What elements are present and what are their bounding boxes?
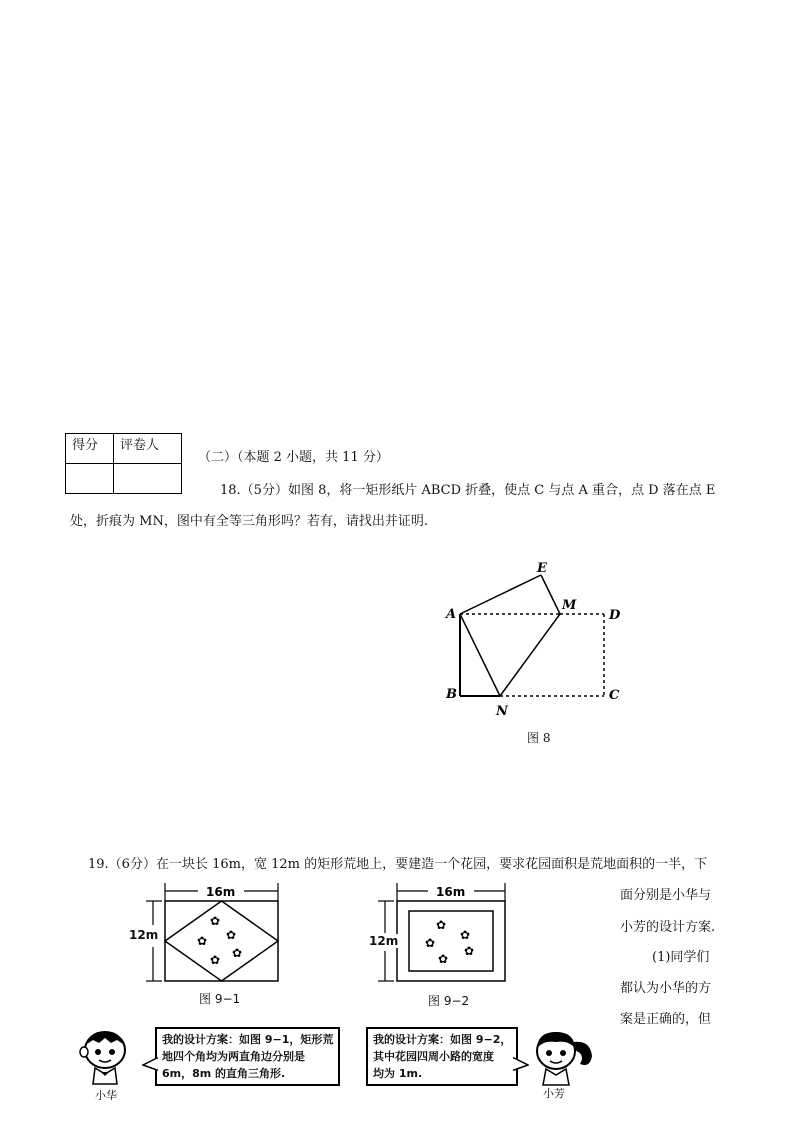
q19-side-2: 小芳的设计方案. (620, 920, 716, 935)
section-heading: （二）（本题 2 小题，共 11 分） (198, 450, 389, 465)
xiaohua-avatar (77, 1028, 135, 1088)
xiaofang-name: 小芳 (543, 1087, 565, 1100)
q19-side-1: 面分别是小华与 (620, 888, 712, 903)
svg-text:✿: ✿ (210, 953, 221, 967)
svg-text:✿: ✿ (232, 946, 243, 960)
xiaofang-speech-line2: 其中花园四周小路的宽度 (373, 1050, 494, 1063)
segment-EM (541, 575, 560, 614)
figure-8 (440, 558, 640, 723)
label-E: E (537, 561, 547, 576)
label-D: D (609, 608, 621, 623)
xiaohua-name: 小华 (95, 1089, 117, 1102)
xiaofang-speech-bubble (366, 1027, 518, 1086)
xiaohua-speech-line2: 地四个角均为两直角边分别是 (162, 1050, 305, 1063)
fig92-height-label: 12m (369, 934, 399, 948)
svg-text:✿: ✿ (438, 952, 449, 966)
xiaofang-speech-line1: 我的设计方案：如图 9−2， (373, 1033, 512, 1046)
fig91-height-label: 12m (129, 928, 159, 942)
label-B: B (446, 687, 457, 702)
q19-side-3: (1)同学们 (652, 950, 710, 965)
svg-text:✿: ✿ (197, 934, 208, 948)
q19-line1: 19.（6分）在一块长 16m，宽 12m 的矩形荒地上，要建造一个花园，要求花园面积是荒地面积的一半，下 (88, 857, 708, 872)
xiaohua-speech-bubble (155, 1027, 340, 1086)
svg-text:✿: ✿ (460, 928, 471, 942)
segment-AN (460, 614, 500, 696)
svg-text:✿: ✿ (425, 936, 436, 950)
svg-text:✿: ✿ (210, 914, 221, 928)
q18-line1: 18.（5分）如图 8，将一矩形纸片 ABCD 折叠，使点 C 与点 A 重合，点 D 落在点 E (220, 483, 716, 498)
segment-AE (460, 575, 541, 614)
grader-label: 评卷人 (114, 434, 182, 464)
q19-side-5: 案是正确的，但 (620, 1012, 712, 1027)
fig92-caption: 图 9−2 (428, 994, 470, 1008)
figure-9-1 (138, 877, 283, 983)
label-C: C (609, 688, 620, 703)
svg-text:✿: ✿ (226, 928, 237, 942)
label-N: N (496, 704, 508, 719)
xiaofang-speech-line3: 均为 1m. (373, 1067, 423, 1080)
segment-NM (500, 614, 560, 696)
label-A: A (446, 607, 457, 622)
grader-cell[interactable] (114, 464, 182, 494)
xiaohua-speech-line3: 6m，8m 的直角三角形. (162, 1067, 286, 1080)
score-table (65, 433, 182, 494)
figure-8-caption: 图 8 (527, 731, 551, 745)
svg-text:✿: ✿ (464, 944, 475, 958)
xiaofang-avatar (528, 1028, 598, 1088)
svg-text:✿: ✿ (436, 918, 447, 932)
fig92-width-label: 16m (436, 885, 466, 899)
score-cell[interactable] (66, 464, 114, 494)
q18-line2: 处，折痕为 MN，图中有全等三角形吗？若有，请找出并证明. (70, 514, 428, 529)
xiaohua-bubble-tail (142, 1056, 158, 1072)
fig91-caption: 图 9−1 (199, 992, 241, 1006)
xiaohua-speech-line1: 我的设计方案：如图 9−1，矩形荒 (162, 1033, 334, 1046)
figure-9-2 (370, 877, 510, 983)
score-label: 得分 (66, 434, 114, 464)
xiaofang-bubble-tail (513, 1056, 529, 1072)
q19-side-4: 都认为小华的方 (620, 981, 712, 996)
fig91-width-label: 16m (206, 885, 236, 899)
label-M: M (562, 598, 577, 613)
